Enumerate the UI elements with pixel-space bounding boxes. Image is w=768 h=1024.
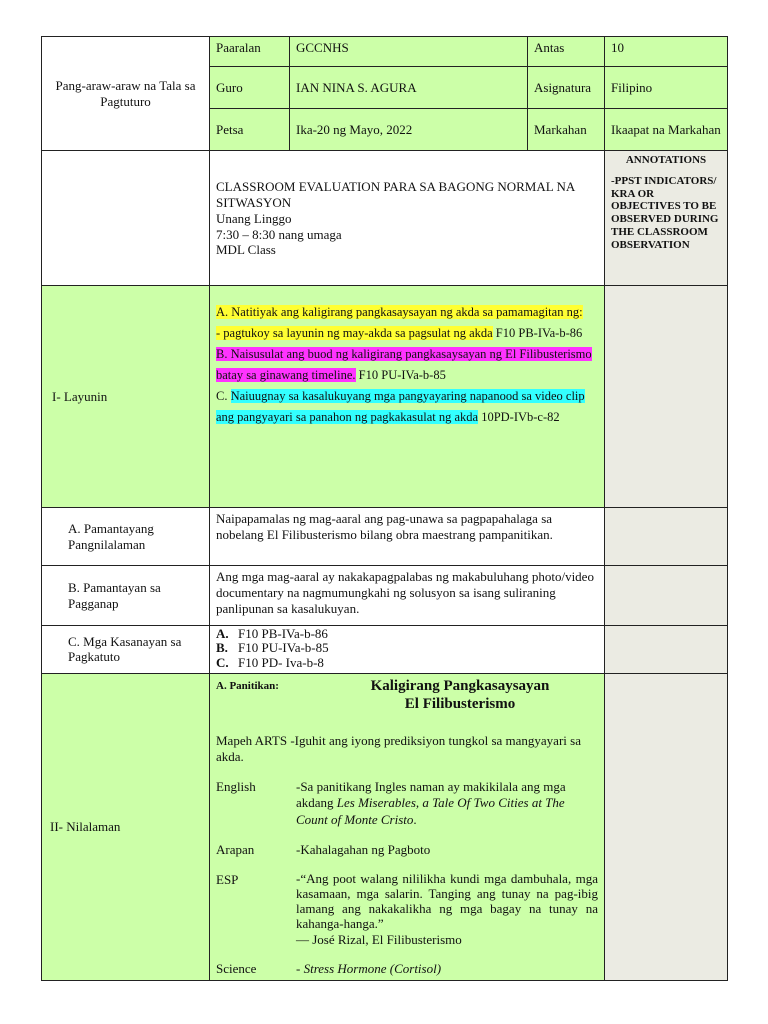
session-week: Unang Linggo (216, 210, 292, 226)
panitikan-title: Kaligirang Pangkasaysayan (370, 677, 550, 694)
session-time: 7:30 – 8:30 nang umaga (216, 226, 342, 242)
list-item: B. F10 PU-IVa-b-85 (216, 640, 329, 656)
objective-a-detail: - pagtukoy sa layunin ng may-akda sa pagsulat ng akda (216, 326, 493, 340)
science-text: - Stress Hormone (Cortisol) (296, 961, 442, 977)
english-label: English (216, 779, 256, 795)
layunin-annotation (605, 286, 728, 508)
asignatura-label: Asignatura (528, 67, 605, 109)
science-row (216, 961, 598, 977)
annotations-body: -PPST INDICATORS/ KRA OR OBJECTIVES TO BE OBSERVED DURING THE CLASSROOM OBSERVATION (611, 174, 719, 251)
objective-a-text: A. Natitiyak ang kaligirang pangkasaysayan ng akda sa pamamagitan ng: (216, 305, 583, 319)
antas-value: 10 (605, 37, 728, 67)
lesson-plan-table (41, 36, 728, 981)
objective-b-text: B. Naisusulat ang buod ng kaligirang pangkasaysayan ng El Filibusterismo (216, 347, 592, 361)
markahan-value: Ikaapat na Markahan (605, 109, 728, 151)
science-label: Science (216, 961, 257, 977)
guro-label: Guro (210, 67, 290, 109)
asignatura-value: Filipino (605, 67, 728, 109)
document-title: Pang-araw-araw na Tala sa Pagtuturo (42, 37, 210, 151)
panitikan-label: A. Panitikan: (216, 679, 279, 692)
session-title: CLASSROOM EVALUATION PARA SA BAGONG NORMAL NA SITWASYON (216, 179, 575, 210)
pagganap-label: B. Pamantayan sa Pagganap (42, 566, 210, 626)
english-row (216, 779, 598, 828)
objective-c-text: Naiuugnay sa kasalukuyang mga pangyayaring napanood sa video clip ang pangyayari sa panahon ng pagkakasulat ng akda (216, 389, 585, 424)
pagganap-annotation (605, 566, 728, 626)
objective-c-code: 10PD-IVb-c-82 (478, 410, 560, 424)
esp-author: — José Rizal, El Filibusterismo (296, 931, 462, 947)
pamantayang-text: Naipapamalas ng mag-aaral ang pag-unawa sa pagpapahalaga sa nobelang El Filibusterismo bilang obra maestrang pampanitikan. (210, 508, 605, 566)
antas-label: Antas (528, 37, 605, 67)
layunin-label: I- Layunin (42, 286, 210, 508)
pamantayang-label: A. Pamantayang Pangnilalaman (42, 508, 210, 566)
session-class: MDL Class (216, 242, 276, 258)
esp-quote: -“Ang poot walang nililikha kundi mga dambuhala, mga kasamaan, mga salarin. Tanging ang tunay na pag-ibig lamang ang nakakalikha ng mga bagay na tunay na kahanga-hanga.” (296, 870, 598, 931)
petsa-value: Ika-20 ng Mayo, 2022 (290, 109, 528, 151)
session-info (210, 151, 605, 286)
objective-b-code: F10 PU-IVa-b-85 (355, 368, 446, 382)
objective-c-letter: C. (216, 389, 231, 403)
esp-row (216, 872, 598, 948)
english-works: Les Miserables, a Tale Of Two Cities at The Count of Monte Cristo (296, 795, 565, 827)
nilalaman-content (210, 673, 605, 980)
objective-a-code: F10 PB-IVa-b-86 (492, 326, 583, 340)
list-item: C. F10 PD- Iva-b-8 (216, 654, 324, 670)
panitikan-subtitle: El Filibusterismo (404, 696, 516, 713)
english-end: . (413, 811, 417, 827)
annotations-title: ANNOTATIONS (625, 154, 707, 166)
paaralan-label: Paaralan (210, 37, 290, 67)
esp-label: ESP (216, 871, 239, 887)
session-left-empty (42, 151, 210, 286)
pagganap-text: Ang mga mag-aaral ay nakakapagpalabas ng makabuluhang photo/video documentary na nagmumungkahi ng solusyon sa isang suliraning panlipunan sa kasalukuyan. (210, 566, 605, 626)
markahan-label: Markahan (528, 109, 605, 151)
arapan-text: -Kahalagahan ng Pagboto (296, 841, 431, 857)
kasanayan-list (210, 626, 605, 674)
annotations-cell (605, 151, 728, 286)
kasanayan-label: C. Mga Kasanayan sa Pagkatuto (42, 626, 210, 674)
layunin-objectives (210, 286, 605, 508)
english-text: -Sa panitikang Ingles naman ay makikilala ang mga akdang (296, 779, 566, 811)
guro-value: IAN NINA S. AGURA (290, 67, 528, 109)
objective-b-detail: batay sa ginawang timeline. (216, 368, 356, 382)
arapan-label: Arapan (216, 841, 255, 857)
petsa-label: Petsa (210, 109, 290, 151)
lesson-plan-document (41, 36, 727, 981)
paaralan-value: GCCNHS (290, 37, 528, 67)
arapan-row (216, 842, 598, 858)
list-item: A. F10 PB-IVa-b-86 (216, 626, 328, 641)
pamantayang-annotation (605, 508, 728, 566)
kasanayan-annotation (605, 626, 728, 674)
mapeh-text: Mapeh ARTS -Iguhit ang iyong prediksiyon tungkol sa mangyayari sa akda. (216, 733, 581, 765)
nilalaman-annotation (605, 673, 728, 980)
nilalaman-label: II- Nilalaman (42, 673, 210, 980)
